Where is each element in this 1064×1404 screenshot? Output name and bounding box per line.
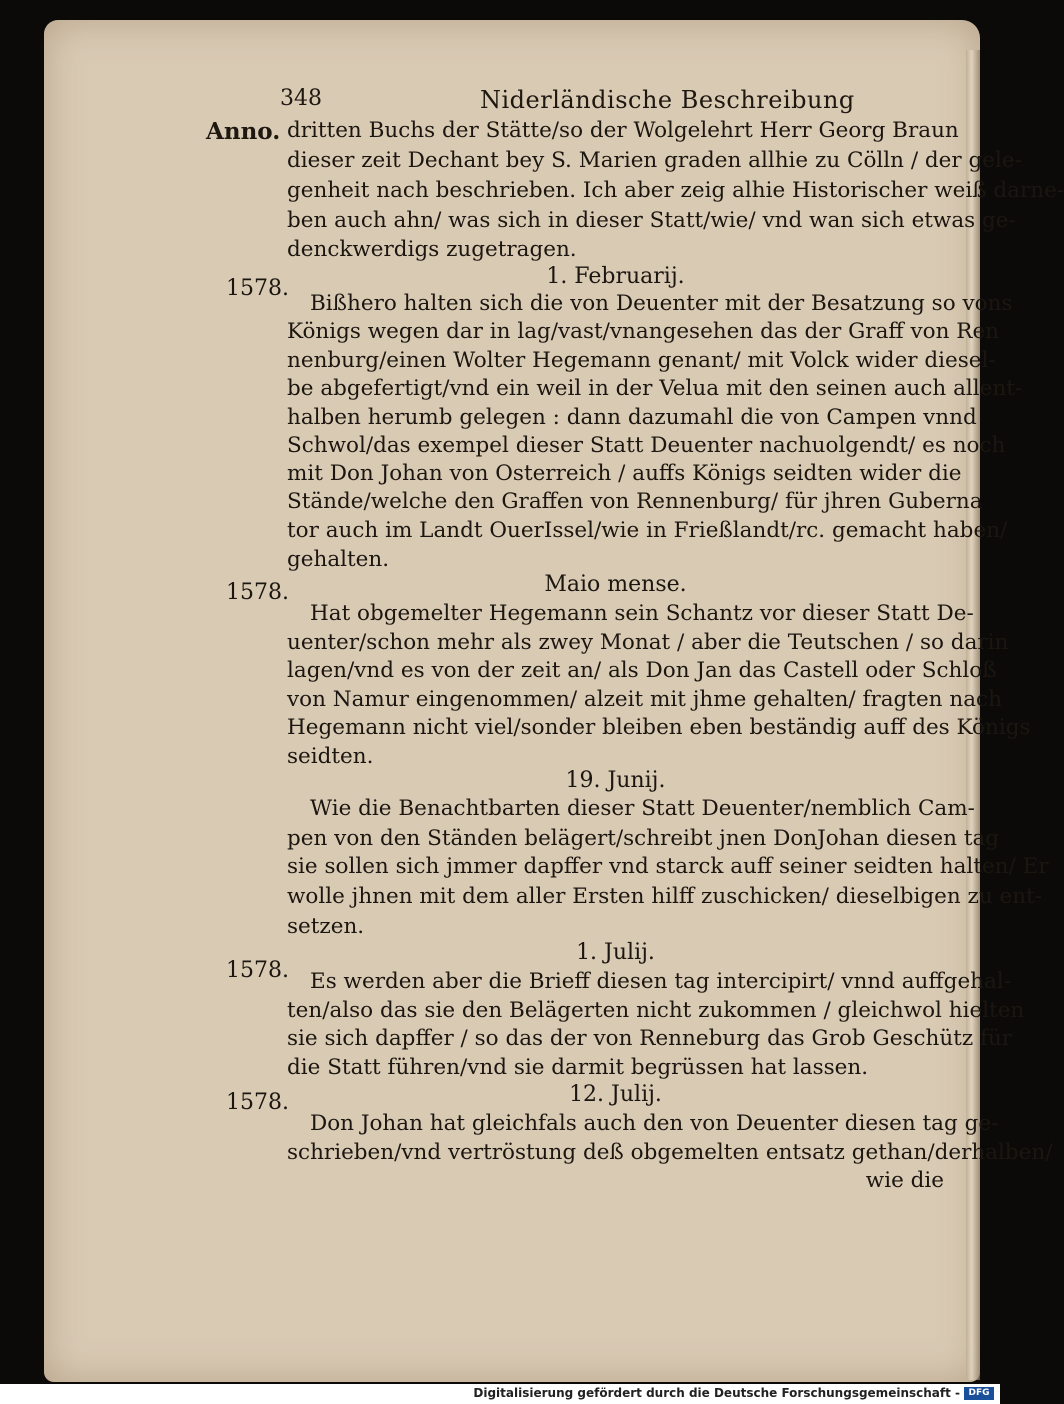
text-line: dritten Buchs der Stätte/so der Wolgelehrt Herr Georg Braun — [287, 118, 959, 143]
text-line: dieser zeit Dechant bey S. Marien graden allhie zu Cölln / der gele- — [287, 148, 1022, 173]
text-line: lagen/vnd es von der zeit an/ als Don Jan das Castell oder Schloß — [287, 658, 997, 683]
date-heading: 12. Julij. — [569, 1082, 662, 1107]
text-line: denckwerdigs zugetragen. — [287, 237, 577, 262]
footer-credit: Digitalisierung gefördert durch die Deutsche Forschungsgemeinschaft - — [473, 1386, 960, 1400]
date-heading: Maio mense. — [544, 572, 687, 597]
text-line: ten/also das sie den Belägerten nicht zukommen / gleichwol hielten — [287, 998, 1025, 1023]
margin-year: 1578. — [226, 580, 289, 605]
text-line: von Namur eingenommen/ alzeit mit jhme gehalten/ fragten nach — [287, 687, 1002, 712]
text-line: Hat obgemelter Hegemann sein Schantz vor dieser Statt De- — [310, 601, 974, 626]
running-title: Niderländische Beschreibung — [480, 86, 855, 114]
text-line: gehalten. — [287, 547, 390, 572]
date-heading: 19. Junij. — [565, 768, 666, 793]
text-line: ben auch ahn/ was sich in dieser Statt/wie/ vnd wan sich etwas ge- — [287, 208, 1016, 233]
text-line: Stände/welche den Graffen von Rennenburg/ für jhren Guberna — [287, 489, 983, 514]
date-heading: 1. Julij. — [576, 940, 655, 965]
text-line: mit Don Johan von Osterreich / auffs Königs seidten wider die — [287, 461, 962, 486]
page-header — [280, 86, 980, 120]
text-line: seidten. — [287, 744, 374, 769]
text-line: uenter/schon mehr als zwey Monat / aber die Teutschen / so darin — [287, 630, 1009, 655]
dfg-logo[interactable]: DFG — [964, 1387, 994, 1400]
text-line: halben herumb gelegen : dann dazumahl die von Campen vnnd — [287, 405, 977, 430]
footer-bar — [0, 1384, 1000, 1404]
text-line: be abgefertigt/vnd ein weil in der Velua mit den seinen auch allent- — [287, 376, 1023, 401]
text-line: wolle jhnen mit dem aller Ersten hilff zuschicken/ dieselbigen zu ent- — [287, 884, 1043, 909]
text-line: Wie die Benachtbarten dieser Statt Deuenter/nemblich Cam- — [310, 796, 975, 821]
text-line: pen von den Ständen belägert/schreibt jnen DonJohan diesen tag — [287, 826, 1000, 851]
catchword: wie die — [865, 1168, 944, 1193]
text-line: Königs wegen dar in lag/vast/vnangesehen das der Graff von Ren — [287, 319, 1000, 344]
text-line: Don Johan hat gleichfals auch den von Deuenter diesen tag ge- — [310, 1111, 999, 1136]
text-line: schrieben/vnd vertröstung deß obgemelten entsatz gethan/derhalben/ — [287, 1140, 1053, 1165]
margin-year: 1578. — [226, 1090, 289, 1115]
text-line: Hegemann nicht viel/sonder bleiben eben beständig auff des Königs — [287, 715, 1031, 740]
text-line: Bißhero halten sich die von Deuenter mit der Besatzung so vons — [310, 291, 1013, 316]
date-heading: 1. Februarij. — [546, 264, 685, 289]
text-line: sie sollen sich jmmer dapffer vnd starck auff seiner seidten halten/ Er — [287, 854, 1049, 879]
text-line: Schwol/das exempel dieser Statt Deuenter nachuolgendt/ es noch — [287, 433, 1006, 458]
text-line: nenburg/einen Wolter Hegemann genant/ mit Volck wider diesel- — [287, 348, 996, 373]
text-line: setzen. — [287, 914, 365, 939]
text-line: tor auch im Landt OuerIssel/wie in Frießlandt/rc. gemacht haben/ — [287, 518, 1008, 543]
margin-year: 1578. — [226, 958, 289, 983]
margin-anno: Anno. — [206, 118, 281, 145]
margin-year: 1578. — [226, 276, 289, 301]
text-line: die Statt führen/vnd sie darmit begrüssen hat lassen. — [287, 1055, 869, 1080]
page-number: 348 — [280, 86, 322, 111]
text-line: sie sich dapffer / so das der von Renneburg das Grob Geschütz für — [287, 1026, 1013, 1051]
text-line: Es werden aber die Brieff diesen tag intercipirt/ vnnd auffgehal- — [310, 969, 1011, 994]
text-line: genheit nach beschrieben. Ich aber zeig alhie Historischer weiß darne- — [287, 178, 1064, 203]
